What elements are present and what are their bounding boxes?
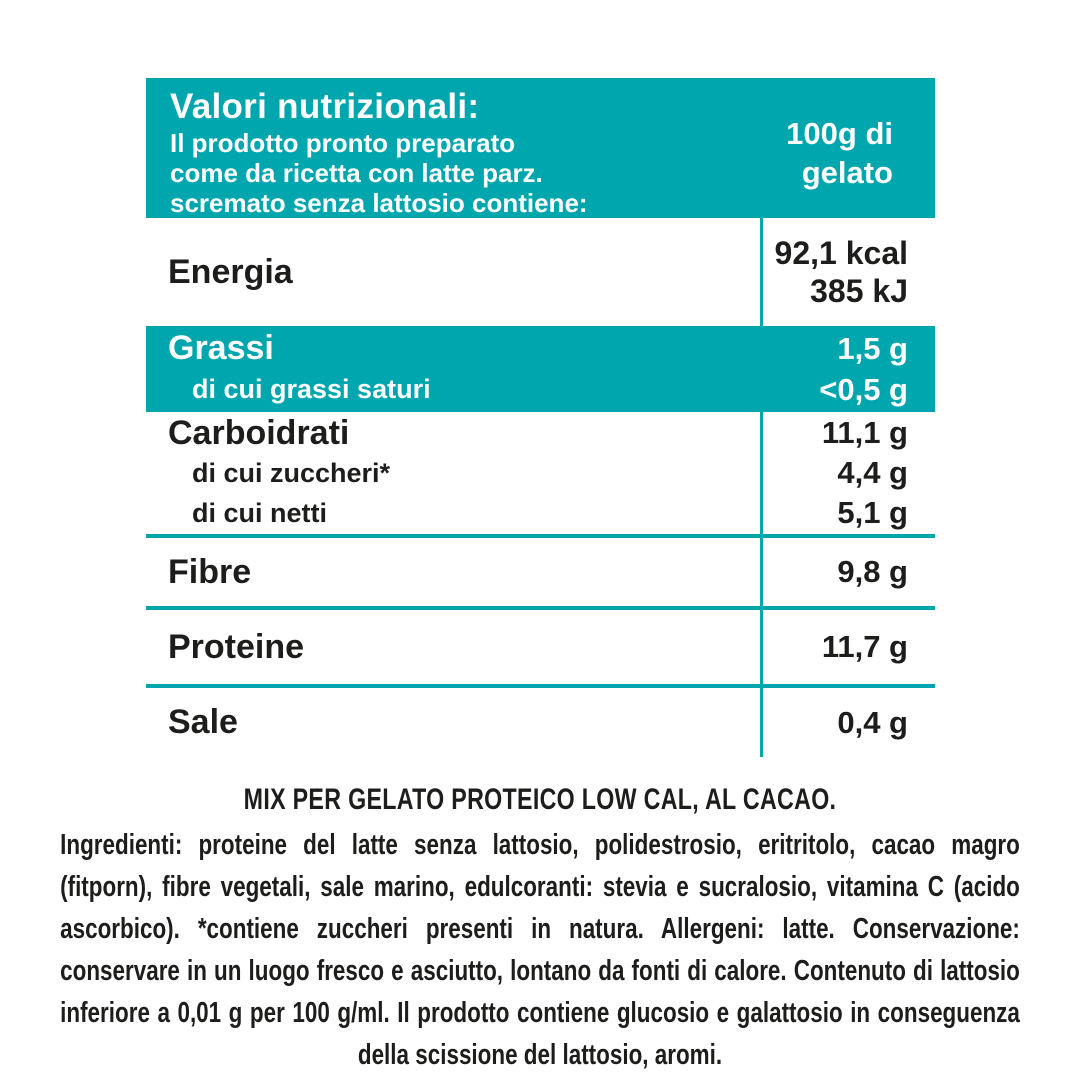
row-sale bbox=[146, 688, 935, 757]
grassi-value: 1,5 g bbox=[837, 330, 908, 366]
energia-label: Energia bbox=[168, 252, 293, 291]
grassi-saturi-value: <0,5 g bbox=[819, 371, 908, 407]
carboidrati-value: 11,1 g bbox=[821, 415, 908, 450]
footer-inner bbox=[60, 778, 1020, 1076]
amount-header-line-1: 100g di bbox=[786, 116, 893, 151]
product-title: MIX PER GELATO PROTEICO LOW CAL, AL CACAO. bbox=[243, 783, 837, 816]
row-grassi-band bbox=[146, 326, 935, 412]
zuccheri-value: 4,4 g bbox=[837, 455, 908, 490]
energia-values bbox=[775, 234, 935, 310]
netti-row bbox=[146, 493, 935, 533]
zuccheri-label: di cui zuccheri* bbox=[192, 457, 391, 488]
fibre-value: 9,8 g bbox=[837, 554, 908, 589]
carboidrati-row bbox=[146, 413, 935, 453]
table-header-band bbox=[146, 78, 935, 218]
netti-label: di cui netti bbox=[192, 497, 327, 528]
grassi-row bbox=[146, 328, 935, 369]
grassi-saturi-label: di cui grassi saturi bbox=[192, 374, 431, 404]
table-title: Valori nutrizionali: bbox=[170, 87, 480, 126]
row-energia bbox=[146, 218, 935, 326]
proteine-value: 11,7 g bbox=[821, 629, 908, 664]
table-subtitle-line-2: come da ricetta con latte parz. bbox=[170, 158, 543, 188]
amount-header-line-2: gelato bbox=[801, 155, 893, 190]
proteine-label: Proteine bbox=[168, 627, 305, 666]
table-subtitle-line-3: scremato senza lattosio contiene: bbox=[170, 188, 588, 218]
zuccheri-row bbox=[146, 453, 935, 493]
grassi-saturi-row bbox=[146, 369, 935, 410]
fibre-label: Fibre bbox=[168, 552, 252, 591]
row-carboidrati-section bbox=[146, 412, 935, 538]
ingredients-paragraph: Ingredienti: proteine del latte senza lattosio, polidestrosio, eritritolo, cacao magro (fitporn), fibre vegetali, sale marino, edulcoranti: stevia e sucralosio, vitamina C (acido ascorbico). *contiene zuccheri presenti in natura. Allergeni: latte. Conservazione: conservare in un luogo fresco e asciutto, lontano da fonti di calore. Contenuto di lattosio inferiore a 0,01 g per 100 g/ml. Il prodotto contiene glucosio e galattosio in conseguenza della scissione del lattosio, aromi. bbox=[60, 829, 1020, 1071]
carboidrati-label: Carboidrati bbox=[168, 413, 350, 452]
amount-column-header bbox=[745, 78, 935, 218]
sale-value: 0,4 g bbox=[837, 704, 908, 740]
row-fibre bbox=[146, 538, 935, 610]
table-subtitle-line-1: Il prodotto pronto preparato bbox=[170, 128, 516, 158]
row-proteine bbox=[146, 610, 935, 688]
footer-text-block bbox=[0, 778, 1080, 1076]
grassi-label: Grassi bbox=[168, 329, 274, 367]
header-left-column bbox=[146, 78, 745, 218]
netti-value: 5,1 g bbox=[837, 495, 908, 530]
sale-label: Sale bbox=[168, 703, 238, 741]
energia-kj-value: 385 kJ bbox=[810, 273, 908, 309]
energia-kcal-value: 92,1 kcal bbox=[774, 235, 908, 271]
nutrition-table bbox=[146, 78, 935, 757]
